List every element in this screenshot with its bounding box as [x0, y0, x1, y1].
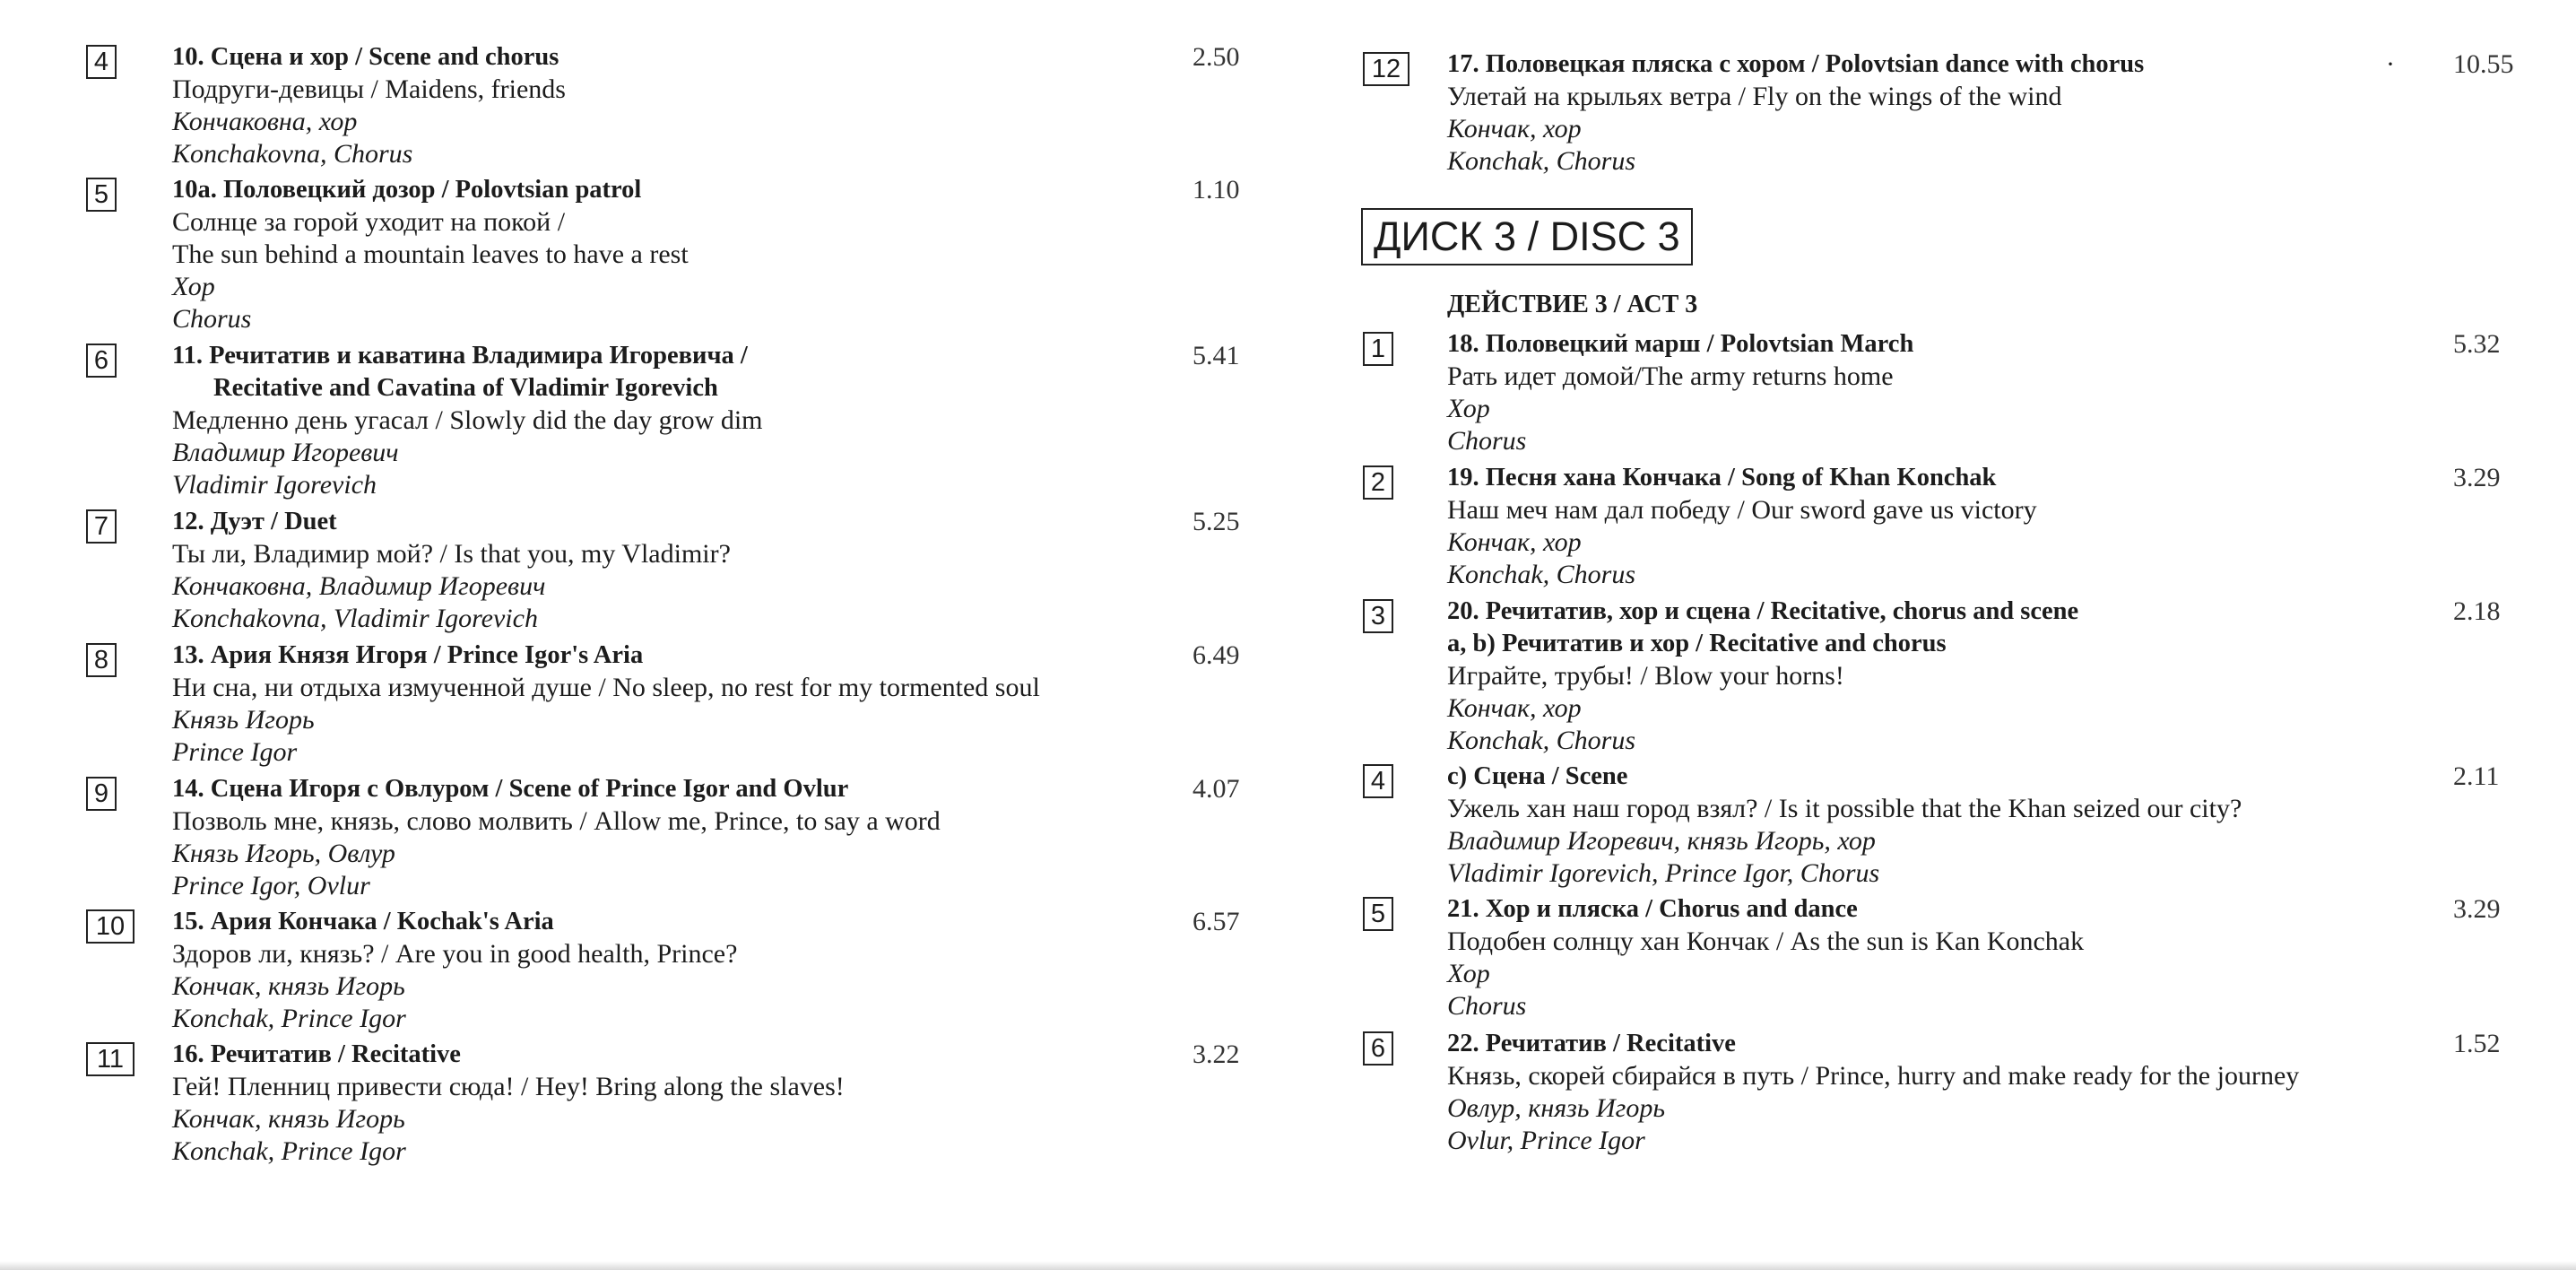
act-heading: ДЕЙСТВИЕ 3 / АСТ 3: [1447, 291, 1698, 318]
track-lyric: Играйте, трубы! / Blow your horns!: [1447, 661, 1844, 691]
singers-en: Chorus: [1447, 426, 1527, 456]
track-title: 10а. Половецкий дозор / Polovtsian patrol: [172, 176, 642, 204]
track-title: c) Сцена / Scene: [1447, 762, 1628, 790]
track-lyric: Подруги-девицы / Maidens, friends: [172, 74, 566, 104]
track-lyric: Ужель хан наш город взял? / Is it possible that the Khan seized our city?: [1447, 794, 2242, 823]
track-title: 18. Половецкий марш / Polovtsian March: [1447, 330, 1914, 358]
singers-en: Konchak, Prince Igor: [172, 1136, 406, 1166]
track-subtitle: a, b) Речитатив и хор / Recitative and chorus: [1447, 630, 1947, 657]
track-duration: 5.25: [1193, 507, 1240, 536]
singers-ru: Кончак, князь Игорь: [172, 971, 405, 1001]
track-number: 3: [1363, 599, 1393, 633]
track-lyric: Гей! Пленниц привести сюда! / Hey! Bring along the slaves!: [172, 1072, 845, 1101]
track-number: 6: [1363, 1031, 1393, 1066]
track-duration: 5.41: [1193, 341, 1240, 370]
track-number: 5: [86, 178, 117, 212]
track-lyric: Здоров ли, князь? / Are you in good health, Prince?: [172, 939, 738, 969]
track-number: 10: [86, 909, 134, 944]
track-duration: 3.29: [2453, 463, 2501, 492]
track-title: 19. Песня хана Кончака / Song of Khan Konchak: [1447, 464, 1997, 491]
track-number: 4: [1363, 764, 1393, 798]
track-title: 20. Речитатив, хор и сцена / Recitative, chorus and scene: [1447, 597, 2079, 625]
singers-ru: Владимир Игоревич: [172, 438, 399, 467]
track-number: 8: [86, 643, 117, 677]
singers-en: Ovlur, Prince Igor: [1447, 1126, 1645, 1155]
singers-ru: Хор: [172, 272, 215, 301]
singers-en: Konchak, Chorus: [1447, 560, 1635, 589]
scan-shadow: [0, 1261, 2576, 1270]
singers-ru: Овлур, князь Игорь: [1447, 1093, 1666, 1123]
track-lyric: Улетай на крыльях ветра / Fly on the wings of the wind: [1447, 82, 2062, 111]
track-lyric: Ты ли, Владимир мой? / Is that you, my Vladimir?: [172, 539, 731, 569]
singers-en: Chorus: [1447, 991, 1527, 1021]
singers-en: Konchak, Prince Igor: [172, 1004, 406, 1033]
track-title: 11. Речитатив и каватина Владимира Игоревича /: [172, 342, 748, 370]
track-lyric: Подобен солнцу хан Кончак / As the sun is Kan Konchak: [1447, 926, 2085, 956]
track-number: 4: [86, 45, 117, 79]
track-lyric: Рать идет домой/The army returns home: [1447, 361, 1894, 391]
singers-en: Konchak, Chorus: [1447, 146, 1635, 176]
singers-en: Vladimir Igorevich: [172, 470, 377, 500]
singers-ru: Хор: [1447, 959, 1490, 988]
singers-ru: Хор: [1447, 394, 1490, 423]
track-title-continued: Recitative and Cavatina of Vladimir Igorevich: [213, 374, 718, 402]
singers-ru: Кончак, хор: [1447, 114, 1582, 144]
track-number: 9: [86, 777, 117, 811]
singers-en: Vladimir Igorevich, Prince Igor, Chorus: [1447, 858, 1880, 888]
track-duration: 2.18: [2453, 596, 2501, 626]
singers-ru: Кончак, хор: [1447, 693, 1582, 723]
singers-ru: Кончак, князь Игорь: [172, 1104, 405, 1134]
track-lyric: Медленно день угасал / Slowly did the day grow dim: [172, 405, 763, 435]
track-lyric: Князь, скорей сбирайся в путь / Prince, hurry and make ready for the journey: [1447, 1061, 2300, 1091]
singers-en: Konchak, Chorus: [1447, 726, 1635, 755]
track-title: 15. Ария Кончака / Kochak's Aria: [172, 908, 554, 935]
track-lyric: Ни сна, ни отдыха измученной душе / No sleep, no rest for my tormented soul: [172, 673, 1040, 702]
singers-ru: Владимир Игоревич, князь Игорь, хор: [1447, 826, 1876, 856]
disc-heading: ДИСК 3 / DISC 3: [1361, 208, 1693, 265]
track-lyric: The sun behind a mountain leaves to have a rest: [172, 239, 689, 269]
singers-ru: Кончак, хор: [1447, 527, 1582, 557]
track-duration: 6.49: [1193, 640, 1240, 670]
right-page: [1288, 0, 2576, 1270]
track-lyric: Солнце за горой уходит на покой /: [172, 207, 566, 237]
track-duration: 4.07: [1193, 774, 1240, 804]
track-title: 10. Сцена и хор / Scene and chorus: [172, 43, 559, 71]
singers-en: Prince Igor: [172, 737, 298, 767]
track-number: 11: [86, 1042, 134, 1076]
track-duration: 2.50: [1193, 42, 1240, 72]
track-duration: 6.57: [1193, 907, 1240, 936]
track-number: 5: [1363, 897, 1393, 931]
track-title: 16. Речитатив / Recitative: [172, 1040, 461, 1068]
singers-ru: Князь Игорь, Овлур: [172, 839, 395, 868]
track-title: 17. Половецкая пляска с хором / Polovtsian dance with chorus: [1447, 50, 2145, 78]
singers-ru: Кончаковна, хор: [172, 107, 358, 136]
track-duration: 3.29: [2453, 894, 2501, 924]
stray-dot: ·: [2386, 49, 2395, 79]
singers-en: Konchakovna, Vladimir Igorevich: [172, 604, 538, 633]
track-lyric: Наш меч нам дал победу / Our sword gave us victory: [1447, 495, 2037, 525]
track-number: 12: [1363, 52, 1409, 86]
track-duration: 1.10: [1193, 175, 1240, 204]
track-duration: 5.32: [2453, 329, 2501, 359]
track-title: 21. Хор и пляска / Chorus and dance: [1447, 895, 1858, 923]
track-duration: 10.55: [2453, 49, 2514, 79]
singers-ru: Кончаковна, Владимир Игоревич: [172, 571, 546, 601]
singers-en: Konchakovna, Chorus: [172, 139, 413, 169]
track-duration: 3.22: [1193, 1039, 1240, 1069]
track-title: 14. Сцена Игоря с Овлуром / Scene of Prince Igor and Ovlur: [172, 775, 849, 803]
track-title: 22. Речитатив / Recitative: [1447, 1030, 1736, 1057]
track-number: 7: [86, 509, 117, 544]
track-title: 13. Ария Князя Игоря / Prince Igor's Aria: [172, 641, 644, 669]
track-number: 2: [1363, 465, 1393, 500]
track-lyric: Позволь мне, князь, слово молвить / Allow me, Prince, to say a word: [172, 806, 941, 836]
track-duration: 1.52: [2453, 1029, 2501, 1058]
singers-en: Chorus: [172, 304, 252, 334]
track-number: 1: [1363, 332, 1393, 366]
track-duration: 2.11: [2453, 761, 2500, 791]
singers-en: Prince Igor, Ovlur: [172, 871, 370, 900]
track-number: 6: [86, 344, 117, 378]
track-title: 12. Дуэт / Duet: [172, 508, 337, 535]
singers-ru: Князь Игорь: [172, 705, 315, 735]
